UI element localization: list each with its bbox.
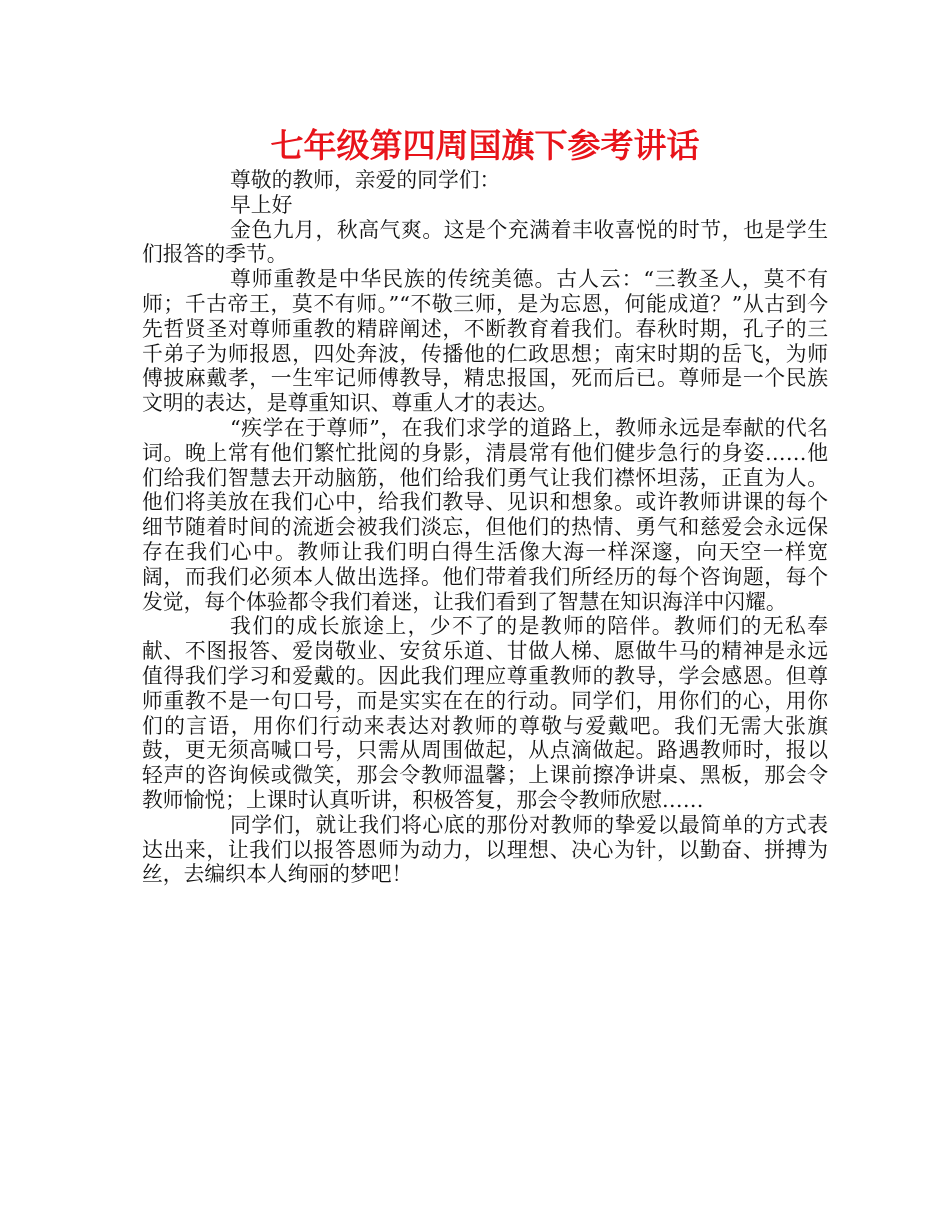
paragraph-gratitude: 我们的成长旅途上，少不了的是教师的陪伴。教师们的无私奉献、不图报答、爱岗敬业、安贫乐道、甘做人梯、愿做牛马的精神是永远值得我们学习和爱戴的。因此我们理应尊重教师的教导，学会感恩。但尊师重教不是一句口号，而是实实在在的行动。同学们，用你们的心，用你们的言语，用你们行动来表达对教师的尊敬与爱戴吧。我们无需大张旗鼓，更无须高喊口号，只需从周围做起，从点滴做起。路遇教师时，报以轻声的咨询候或微笑，那会令教师温馨；上课前擦净讲桌、黑板，那会令教师愉悦；上课时认真听讲，积极答复，那会令教师欣慰…… [142, 614, 828, 812]
paragraph-greeting: 尊敬的教师，亲爱的同学们： [230, 168, 501, 192]
paragraph-closing: 同学们，就让我们将心底的那份对教师的挚爱以最简单的方式表达出来，让我们以报答恩师为动力，以理想、决心为针，以勤奋、拼搏为丝，去编织本人绚丽的梦吧！ [142, 812, 828, 887]
paragraph-season: 金色九月，秋高气爽。这是个充满着丰收喜悦的时节，也是学生们报答的季节。 [142, 217, 828, 267]
paragraph-dedication: “疾学在于尊师”，在我们求学的道路上，教师永远是奉献的代名词。晚上常有他们繁忙批阅的身影，清晨常有他们健步急行的身姿……他们给我们智慧去开动脑筋，他们给我们勇气让我们襟怀坦荡，正直为人。他们将美放在我们心中，给我们教导、见识和想象。或许教师讲课的每个细节随着时间的流逝会被我们淡忘，但他们的热情、勇气和慈爱会永远保存在我们心中。教师让我们明白得生活像大海一样深邃，向天空一样宽阔，而我们必须本人做出选择。他们带着我们所经历的每个咨询题，每个发觉，每个体验都令我们着迷，让我们看到了智慧在知识海洋中闪耀。 [142, 415, 828, 614]
document-body [142, 168, 828, 887]
document-page [142, 124, 828, 887]
document-title: 七年级第四周国旗下参考讲话 [270, 126, 700, 165]
paragraph-tradition: 尊师重教是中华民族的传统美德。古人云：“三教圣人，莫不有师；千古帝王，莫不有师。”“不敬三师，是为忘恩，何能成道？”从古到今先哲贤圣对尊师重教的精辟阐述，不断教育着我们。春秋时期，孔子的三千弟子为师报恩，四处奔波，传播他的仁政思想；南宋时期的岳飞，为师傅披麻戴孝，一生牢记师傅教导，精忠报国，死而后已。尊师是一个民族文明的表达，是尊重知识、尊重人才的表达。 [142, 267, 828, 416]
paragraph-morning: 早上好 [230, 192, 293, 217]
